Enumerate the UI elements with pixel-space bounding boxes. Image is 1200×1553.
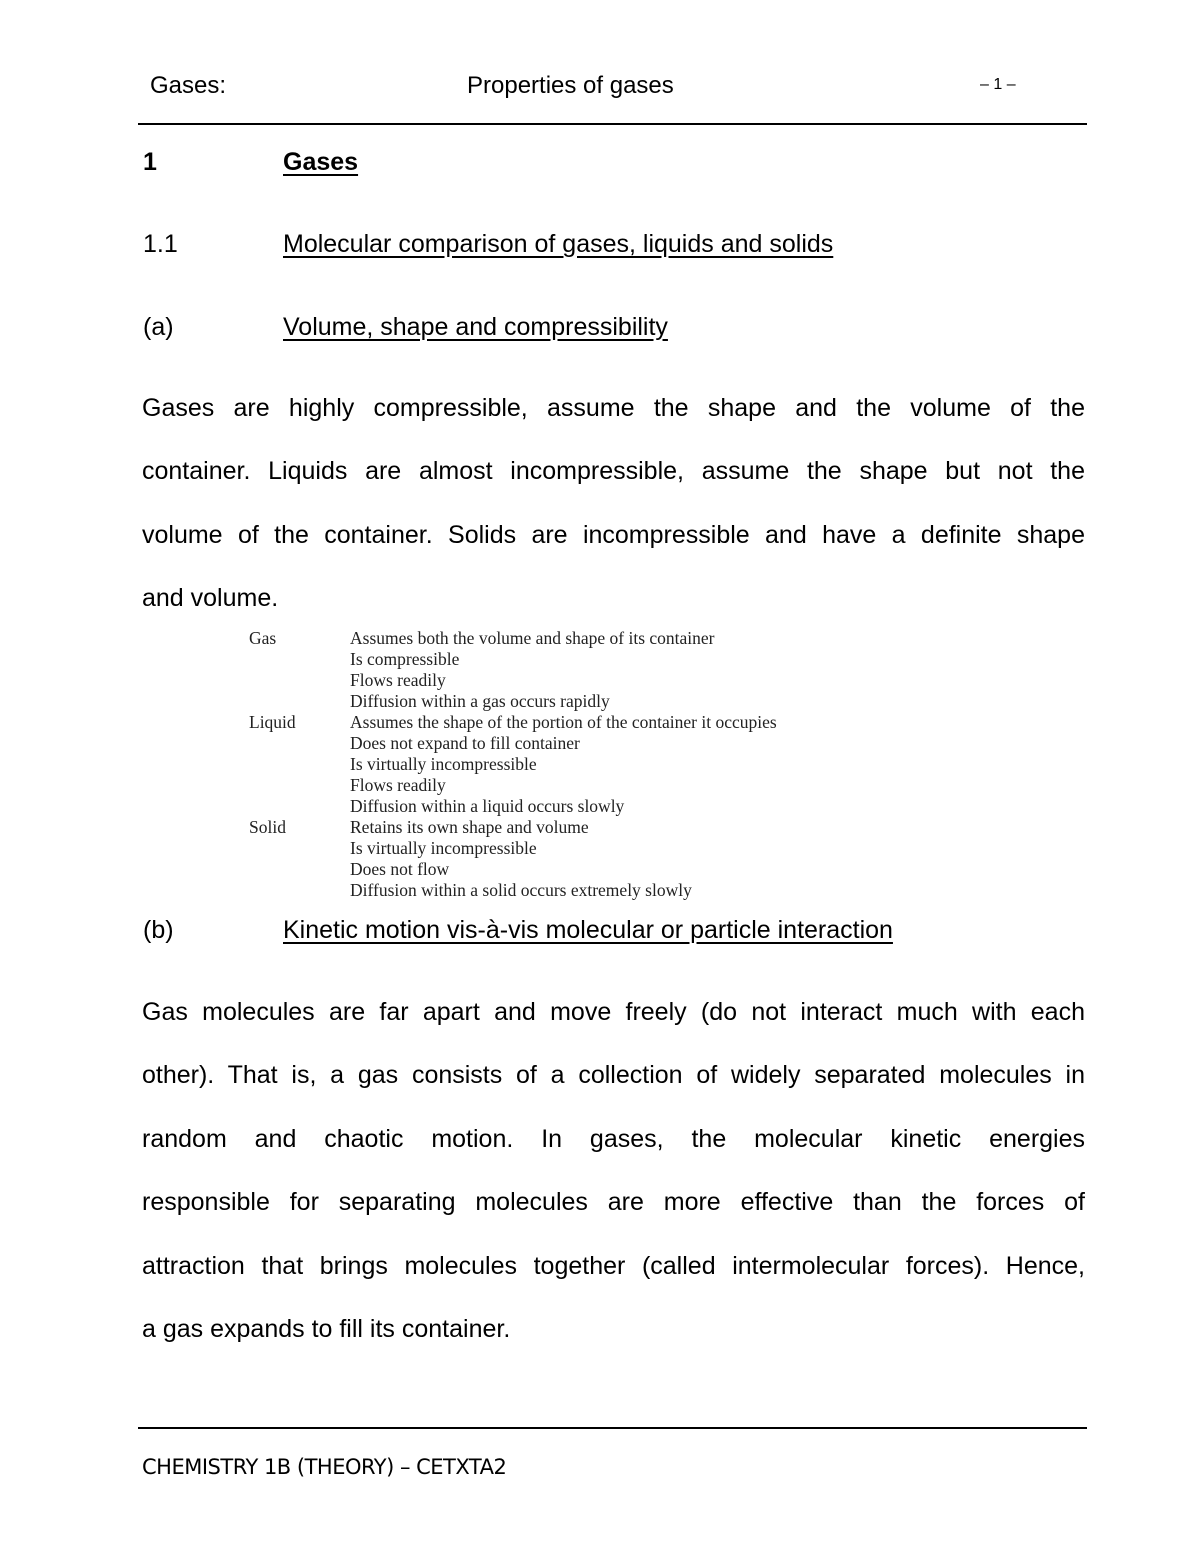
- paragraph-line: Gas molecules are far apart and move freely (do not interact much with each: [142, 998, 1085, 1026]
- section-title: Gases: [283, 148, 359, 176]
- state-property: Retains its own shape and volume: [350, 817, 589, 837]
- paragraph-volume-shape: [142, 377, 1085, 631]
- state-property: Diffusion within a solid occurs extremely slowly: [350, 880, 692, 900]
- state-group-solid: [249, 817, 949, 901]
- footer-rule: [138, 1427, 1087, 1429]
- paragraph-line: attraction that brings molecules together (called intermolecular forces). Hence,: [142, 1251, 1085, 1280]
- section-title: Volume, shape and compressibility: [283, 313, 668, 341]
- state-property: Does not expand to fill container: [350, 733, 580, 753]
- state-property: Does not flow: [350, 859, 450, 879]
- state-group-gas: [249, 628, 949, 712]
- paragraph-line: volume of the container. Solids are incompressible and have a definite shape: [142, 520, 1085, 549]
- state-label: Solid: [249, 817, 286, 837]
- state-property: Is virtually incompressible: [350, 754, 537, 774]
- state-property: Diffusion within a gas occurs rapidly: [350, 691, 610, 711]
- paragraph-line: responsible for separating molecules are more effective than the forces of: [142, 1188, 1085, 1217]
- state-label: Gas: [249, 628, 277, 648]
- section-number: (b): [143, 916, 174, 944]
- header-chapter: Gases:: [150, 72, 227, 99]
- section-title: Molecular comparison of gases, liquids and solids: [283, 230, 834, 258]
- paragraph-line: random and chaotic motion. In gases, the molecular kinetic energies: [142, 1124, 1085, 1153]
- state-property: Assumes both the volume and shape of its container: [350, 628, 715, 648]
- paragraph-line: Gases are highly compressible, assume the shape and the volume of the: [142, 394, 1085, 422]
- state-property: Flows readily: [350, 670, 446, 690]
- paragraph-kinetic-motion: [142, 981, 1085, 1361]
- state-property: Assumes the shape of the portion of the container it occupies: [350, 712, 777, 732]
- state-group-liquid: [249, 712, 949, 817]
- state-property: Is virtually incompressible: [350, 838, 537, 858]
- paragraph-line: other). That is, a gas consists of a collection of widely separated molecules in: [142, 1061, 1085, 1090]
- paragraph-line: a gas expands to fill its container.: [142, 1314, 511, 1343]
- section-title: Kinetic motion vis-à-vis molecular or particle interaction: [283, 916, 893, 944]
- state-property: Flows readily: [350, 775, 446, 795]
- paragraph-line: container. Liquids are almost incompressible, assume the shape but not the: [142, 457, 1085, 486]
- page-footer: CHEMISTRY 1B (THEORY) – CETXTA2: [142, 1455, 507, 1479]
- header-title: Properties of gases: [467, 72, 674, 99]
- page-header: [150, 68, 1030, 108]
- state-label: Liquid: [249, 712, 296, 732]
- header-rule: [138, 123, 1087, 125]
- section-number: 1: [143, 148, 157, 176]
- states-of-matter-table: [249, 628, 949, 901]
- paragraph-line: and volume.: [142, 584, 279, 613]
- header-page-number: – 1 –: [980, 76, 1016, 93]
- state-property: Is compressible: [350, 649, 460, 669]
- section-number: 1.1: [143, 230, 178, 258]
- state-property: Diffusion within a liquid occurs slowly: [350, 796, 625, 816]
- section-number: (a): [143, 313, 174, 341]
